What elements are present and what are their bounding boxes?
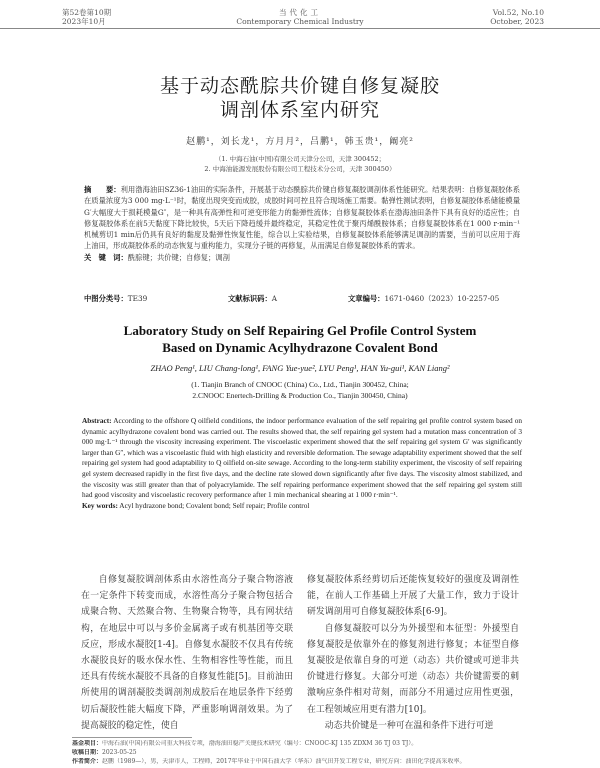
- affiliation-cn: 2. 中海油能源发展股份有限公司工程技术分公司，天津 300450）: [204, 165, 396, 173]
- clc-number: [84, 294, 147, 304]
- volume-issue: 第52卷第10期: [62, 8, 112, 17]
- abstract-cn-text: 利用渤海油田SZ36-1油田的实际条件，开展基于动态酰腙共价键自修复凝胶调剖体系性能研究。结果表明：自修复凝胶体系在质量浓度为3 000 mg·L⁻¹时，黏度出现突变而成胶，成胶时间可控且符合现场施工需要。黏弹性测试表明，自修复凝胶体系储能模量G′大幅度大于损耗模量G″，是一种具有高弹性和可逆变形能力的黏弹性流体；自修复凝胶体系在渤海油田条件下具有良好的适应性；自修复凝胶体系在前5天黏度下降比较快，5天后下降趋缓并最终稳定，其稳定性优于聚丙烯酰胺体系；自修复凝胶体系在1 000 r·min⁻¹机械剪切1 min后仍具有良好的黏度及黏弹性恢复性能，综合以上实验结果，自修复凝胶体系能够满足调剖的需要，当前可以应用于海上油田，形成凝胶体系的动态恢复与重构能力，实现分子链的再修复，从而满足自修复凝胶体系的需求。: [84, 185, 521, 251]
- keywords-cn-text: 酰腙键；共价键；自修复；调剖: [127, 252, 230, 262]
- title-cn: [0, 74, 600, 122]
- keywords-cn-label: 关 键 词：: [84, 252, 128, 262]
- body-column-left: [81, 572, 293, 734]
- body-column-right: [307, 572, 519, 734]
- title-cn-line: 调剖体系室内研究: [219, 99, 380, 121]
- affiliation-en: (1. Tianjin Branch of CNOOC (China) Co., Ltd., Tianjin 300452, China;: [191, 380, 409, 389]
- title-en: [0, 322, 600, 356]
- abstract-cn-label: 摘 要：: [84, 185, 121, 194]
- body-paragraph: 修复凝胶体系经剪切后还能恢复较好的强度及调剖性能，在前人工作基础上开展了大量工作，致力于设计研发调剖用可自修复凝胶体系[6-9]。: [307, 575, 519, 618]
- volume-issue-en: Vol.52, No.10: [492, 8, 544, 17]
- document-code-label: 文献标识码：: [228, 294, 272, 303]
- footnote-label: 收稿日期：: [72, 748, 103, 756]
- footnote-received: [72, 749, 532, 758]
- authors-en: ZHAO Peng¹, LIU Chang-long¹, FANG Yue-yue², LYU Peng¹, HAN Yu-gui¹, KAN Liang²: [150, 363, 450, 373]
- footnote-label: 作者简介：: [72, 757, 103, 765]
- keywords-en-label: Key words:: [82, 500, 118, 510]
- footnote-text: 2023-05-25: [102, 748, 137, 756]
- clc-value: TE39: [127, 294, 148, 303]
- footnote-label: 基金项目：: [72, 740, 103, 747]
- journal-name-en: Contemporary Chemical Industry: [236, 17, 364, 26]
- running-header: [0, 6, 600, 29]
- issue-date-en: October, 2023: [490, 17, 544, 26]
- issue-date: 2023年10月: [62, 17, 106, 26]
- abstract-en: [82, 416, 522, 511]
- body-paragraph: 动态共价键是一种可在温和条件下进行可逆: [324, 720, 494, 731]
- document-code: [228, 294, 277, 304]
- keywords-en-text: Acyl hydrazone bond; Covalent bond; Self repair; Profile control: [119, 500, 310, 510]
- footnote-author: [72, 758, 532, 767]
- title-en-line: Laboratory Study on Self Repairing Gel Profile Control System: [123, 323, 477, 338]
- footnote-divider: [72, 737, 192, 738]
- document-code-value: A: [271, 294, 278, 303]
- footnotes: [72, 740, 532, 766]
- affiliation-en: 2.CNOOC Enertech-Drilling & Production Co., Tianjin 300450, China): [192, 391, 408, 400]
- article-number: [348, 294, 499, 304]
- abstract-en-text: According to the offshore Q oilfield conditions, the indoor performance evaluation of the self repairing gel profile control system based on dynamic acylhydrazone covalent bond was carried out. The results showed that, the self repairing gel system had a mutation mass concentration of 3 000 mg·L⁻¹ through the viscosity increasing experiment. The viscoelastic experiment showed that the self repairing gel system G′ was significantly larger than G″, which was a viscoelastic fluid with high elasticity and reversible deformation. The sewage adaptability experiment showed that the self repairing gel system had good adaptability to Q oilfield on-site sewage. According to the long-term stability experiment, the viscosity of self repairing gel system decreased rapidly in the first five days, and the decline rate slowed down significantly after five days. The viscosity almost stabilized, and the viscosity was still greater than that of polyacrylamide. The self repairing performance experiment showed that the self repairing gel system still had good viscosity and viscoelastic recovery performance after 1 min mechanical shearing at 1 000 r·min⁻¹.: [82, 416, 522, 500]
- abstract-en-label: Abstract:: [82, 416, 112, 425]
- footnote-text: 赵鹏（1989—），男，天津市人，工程师，2017年毕业于中国石油大学（华东）油气田开发工程专业，研究方向：油田化学提高采收率。: [102, 757, 466, 765]
- footnote-funding: [72, 740, 532, 749]
- affiliation-cn: （1. 中海石油(中国)有限公司天津分公司，天津 300452；: [214, 155, 386, 163]
- authors-cn: 赵鹏¹，刘长龙¹，方月月²，吕鹏¹，韩玉贵¹，阚亮²: [186, 137, 414, 147]
- body-paragraph: 自修复凝胶可以分为外援型和本征型：外援型自修复凝胶是依靠外在的修复剂进行修复；本征型自修复凝胶是依靠自身的可逆（动态）共价键或可逆非共价键进行修复。大部分可逆（动态）共价键需要的刺激响应条件相对苛刻，而部分不用通过应用性更强，在工程领域应用更有潜力[10]。: [307, 623, 519, 715]
- body-paragraph: 自修复凝胶调剖体系由水溶性高分子聚合物溶液在一定条件下转变而成，水溶性高分子聚合物包括合成聚合物、天然聚合物、生物聚合物等，具有网状结构，在地层中可以与多价金属离子或有机基团等交联反应，形成水凝胶[1-4]。自修复水凝胶不仅具有传统水凝胶良好的吸水保水性、生物相容性等性能，而且还具有传统水凝胶不具备的自修复性能[5]。目前油田所使用的调剖凝胶类调剖剂成胶后在地层条件下经剪切后凝胶性能大幅度下降，严重影响调剖效果。为了提高凝胶的稳定性，使自: [81, 575, 293, 731]
- article-number-value: 1671-0460（2023）10-2257-05: [384, 294, 500, 303]
- title-cn-line: 基于动态酰腙共价键自修复凝胶: [159, 75, 440, 97]
- title-en-line: Based on Dynamic Acylhydrazone Covalent Bond: [162, 340, 438, 355]
- article-number-label: 文章编号：: [348, 294, 385, 303]
- journal-name-cn: 当代化工: [279, 8, 321, 17]
- clc-label: 中图分类号：: [84, 294, 128, 303]
- abstract-cn: [84, 184, 520, 263]
- footnote-text: 中海石油(中国)有限公司重大科技专项，渤海油田稳产关键技术研究（编号：CNOOC-KJ 135 ZDXM 36 TJ 03 TJ）。: [102, 740, 418, 747]
